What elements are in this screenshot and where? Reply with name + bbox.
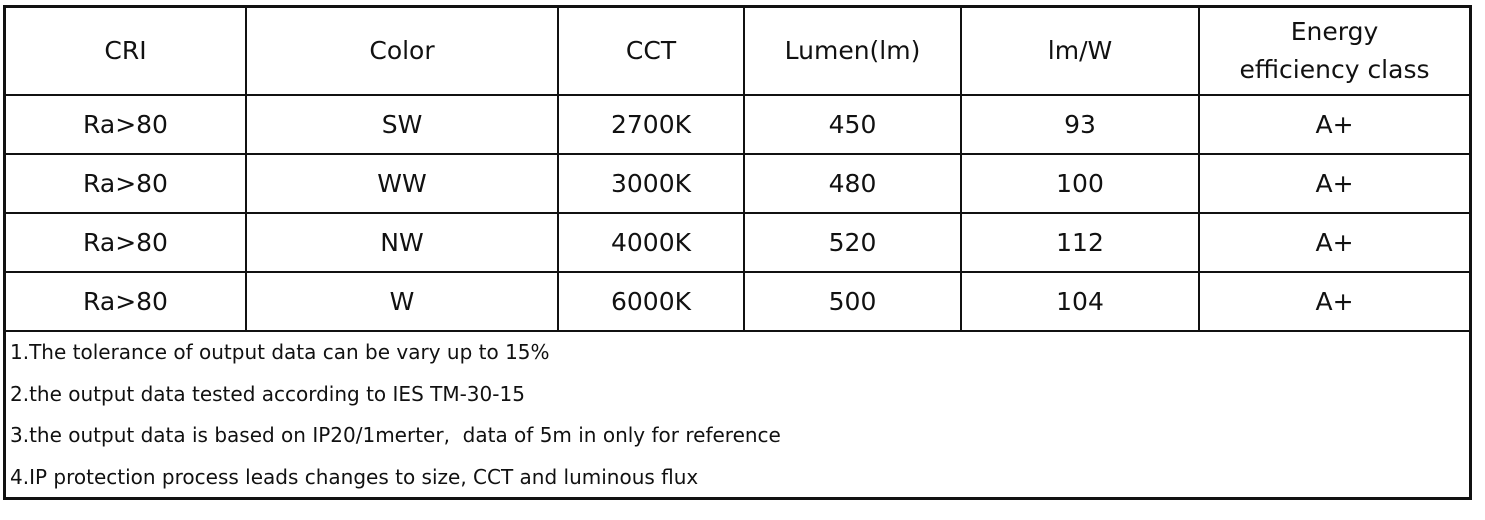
spec-table <box>6 8 1469 332</box>
cell-lm-per-w: 93 <box>961 95 1199 154</box>
cell-color: SW <box>246 95 558 154</box>
note-3: 3.the output data is based on IP20/1merter, data of 5m in only for reference <box>10 423 781 447</box>
cell-cct: 2700K <box>558 95 744 154</box>
header-cri: CRI <box>6 8 246 95</box>
cell-lm-per-w: 104 <box>961 272 1199 331</box>
cell-cct: 3000K <box>558 154 744 213</box>
cell-color: WW <box>246 154 558 213</box>
header-energy-class <box>1199 8 1469 95</box>
header-lm-per-w: lm/W <box>961 8 1199 95</box>
table-row <box>6 213 1469 272</box>
cell-cct: 6000K <box>558 272 744 331</box>
table-row <box>6 272 1469 331</box>
cell-lumen: 520 <box>744 213 961 272</box>
cell-cri: Ra>80 <box>6 154 246 213</box>
header-energy-class-line-2: efficiency class <box>1239 55 1430 84</box>
cell-color: W <box>246 272 558 331</box>
cell-cri: Ra>80 <box>6 95 246 154</box>
table-row <box>6 95 1469 154</box>
cell-cri: Ra>80 <box>6 272 246 331</box>
cell-lumen: 450 <box>744 95 961 154</box>
note-2: 2.the output data tested according to IES TM-30-15 <box>10 381 525 406</box>
spec-sheet <box>3 5 1472 500</box>
note-4: 4.IP protection process leads changes to size, CCT and luminous flux <box>10 464 699 489</box>
header-cct: CCT <box>558 8 744 95</box>
table-row <box>6 154 1469 213</box>
cell-cri: Ra>80 <box>6 213 246 272</box>
cell-energy-class: A+ <box>1199 154 1469 213</box>
note-1: 1.The tolerance of output data can be vary up to 15% <box>10 340 550 364</box>
header-color: Color <box>246 8 558 95</box>
cell-lm-per-w: 100 <box>961 154 1199 213</box>
header-energy-class-line-1: Energy <box>1290 17 1379 46</box>
header-lumen: Lumen(lm) <box>744 8 961 95</box>
cell-lm-per-w: 112 <box>961 213 1199 272</box>
notes-section <box>6 332 1469 503</box>
cell-energy-class: A+ <box>1199 95 1469 154</box>
cell-energy-class: A+ <box>1199 272 1469 331</box>
table-header-row <box>6 8 1469 95</box>
cell-cct: 4000K <box>558 213 744 272</box>
cell-lumen: 500 <box>744 272 961 331</box>
cell-energy-class: A+ <box>1199 213 1469 272</box>
cell-lumen: 480 <box>744 154 961 213</box>
cell-color: NW <box>246 213 558 272</box>
